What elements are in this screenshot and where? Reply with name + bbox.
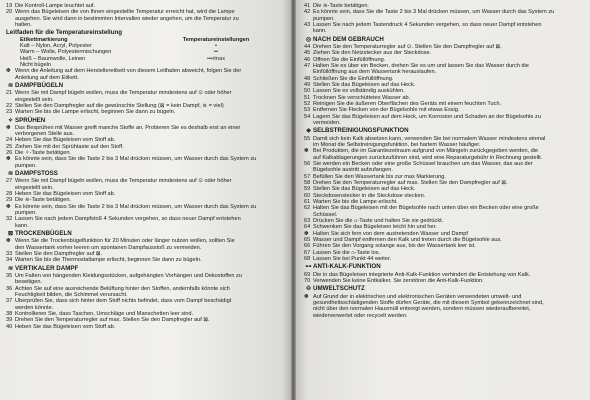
item-number: 22 [6,102,13,109]
line-text: Überprüfen Sie, dass sich hinter dem Stoff nichts befindet, dass vom Dampf beschädigt [15,298,232,305]
item-number: 70 [304,278,311,285]
line-text: Stellen Sie den Dampfregler auf die gewünschte Stellung (⊠ = kein Dampf, ≋ = viel) [15,102,224,109]
line-text: werden könnte. [15,304,54,311]
no-steam-icon: ⊠ [7,231,14,238]
item-number: 56 [304,160,311,167]
item-number: 66 [304,243,311,250]
line-text: Die ✧-Taste betätigen. [15,150,71,157]
item-number: 50 [304,88,311,95]
line-text: Es könnte sein, dass Sie die Taste 2 bis 3 Mal drücken müssen, um Wasser durch das System zu [15,156,257,163]
item-number: 48 [304,75,311,82]
temperature-guide-table [6,37,287,69]
line-text: Trocknen Sie verschüttetes Wasser ab. [313,94,411,101]
line-text: Lagern Sie das Bügeleisen auf dem Heck, um Korrosion und Schaden an der Bügelsohle zu [313,113,541,120]
line-text: im Monat die Selbstreinigungsfunktion, bei hartem Wasser häufiger. [313,141,481,148]
line-text: Warten Sie bis die Lampe erlischt. [313,199,398,206]
line-text: kann. [313,28,327,35]
item-number: 60 [304,192,311,199]
line-text: Wenn Sie mit Dampf bügeln wollen, muss die Temperatur mindestens auf ⊙ oder höher [15,178,232,185]
item-number: 58 [304,180,311,186]
temperature-guide-header: Etikettmarkierung Temperatureinstellungen [20,36,250,43]
line-text: Drücken Sie die ⌂-Taste und halten Sie sie gedrückt. [313,218,444,225]
line-text: Sie werden ein Becken oder eine große Schüssel brauchen um das Wasser, das aus der [313,160,533,167]
item-number: ✽ [6,203,11,210]
item-number: ✽ [6,238,11,245]
item-number: 23 [6,109,13,116]
line-text: Wenn Sie die Trockenbügelfunktion für 20 Minuten oder länger nutzen wollen, sollten Sie [15,238,235,245]
dampfbuegeln-lines [6,90,287,115]
item-number: 67 [304,249,311,256]
line-text: Es könnte sein, dass Sie die Taste 2 bis 3 Mal drücken müssen, um Wasser durch das System zu [313,9,555,16]
item-number: 44 [304,43,311,50]
vertikaler-dampf-lines [6,273,287,330]
text-line [304,9,586,15]
line-text: Auf Grund der in elektrischen und elektronischen Geräten verwendeten umwelt- und [313,293,522,300]
line-text: pumpen. [15,162,37,169]
item-number: 46 [304,56,311,63]
line-text: Halten Sie das Bügeleisen mit der Bügelsohle nach unten über ein Becken oder eine große [313,205,539,212]
text-line [6,204,287,210]
line-text: Öffnen Sie die Einfüllöffnung. [313,56,386,63]
item-number: 61 [304,199,311,206]
item-number: 26 [6,150,13,157]
temperature-guide-title: Leitfaden für die Temperatureinstellung [6,29,123,37]
line-text: Reinigen Sie die äußeren Oberflächen des Geräts mit einem feuchten Tuch. [313,101,502,108]
temperature-guide-rows [6,43,287,68]
line-text: Verwenden Sie keine Entkalker. Sie zerstören die Anti-Kalk-Funktion. [313,278,484,285]
recycle-icon: ♲ [305,286,312,293]
section-trockenbuegeln: ⊠ TROCKENBÜGELN [7,230,72,238]
line-text: beseitigen. [15,279,43,286]
item-number: 57 [304,173,311,180]
line-text: Lassen Sie nach jedem Dampfstoß 4 Sekunden vergehen, so dass neuer Dampf entstehen [15,216,241,223]
item-number: 33 [6,251,13,258]
line-text: vermeiden. [313,120,341,127]
setting-cell: • [215,42,217,49]
text-line [6,257,287,263]
line-text: gesundheitsschädigenden Stoffe dürfen Geräte, die mit diesem Symbol gekennzeichnet sind, [313,299,544,306]
line-text: Heben Sie das Bügeleisen vom Stoff ab. [15,191,116,198]
line-text: Wenn das Bügeleisen die von Ihnen eingestellte Temperatur erreicht hat, wird die Lampe [15,9,235,16]
text-line [304,120,586,126]
line-text: Ziehen Sie den Netzstecker aus der Steckdose. [313,50,432,57]
line-text: wiederverwertet oder recycelt werden. [313,312,408,319]
line-text: Entfernen Sie Flecken von der Bügelsohle mit etwas Essig. [313,107,460,114]
line-text: halten. [15,22,32,29]
item-number: 37 [6,298,13,305]
line-text: Ziehen Sie mit der Sprühtaste auf den Stoff. [15,143,124,150]
section-dampfbuegeln: ≋ DAMPFBÜGELN [7,81,64,89]
text-line [304,313,586,319]
line-text: pumpen. [15,210,37,217]
section-anti-kalk: ⊷ ANTI-KALK-FUNKTION [305,263,381,271]
line-text: Um Falten von hängenden Kleidungsstücken, aufgehängten Vorhängen und Dekostoffen zu [15,272,242,279]
line-text: Bei Produkten, die im Garantiezeitraum aufgrund von Mängeln zurückgegeben werden, die [313,148,539,155]
item-number: 25 [6,143,13,150]
section-umweltschutz: ♲ UMWELTSCHUTZ [305,285,365,293]
label-cell: Kalt – Nylon, Acryl, Polyester [20,42,92,49]
trockenbuegeln-lines [6,238,287,263]
line-text: Wenn Sie mit Dampf bügeln wollen, muss die Temperatur mindestens auf ⊙ oder höher [15,90,232,97]
line-text: Schließen Sie die Einfüllöffnung. [313,75,394,82]
item-number: 52 [304,101,311,108]
setting-cell: •••/max [207,55,225,62]
item-number: ✽ [6,124,11,131]
self-clean-icon: ◈ [306,128,311,135]
line-text: Warten Sie bis die Thermostatlampe erlischt, beginnen Sie dann zu bügeln. [15,257,202,264]
section-spruehen: ✧ SPRÜHEN [7,116,46,124]
text-line [6,75,287,81]
line-text: auf Kalkablagerungen zurückzuführen sind, wird eine Reparaturgebühr in Rechnung gestellt. [313,154,543,161]
item-number: 43 [304,22,311,29]
right-page [296,0,590,400]
item-number: ✽ [6,68,11,75]
line-text: Halten Sie es über ein Becken, drehen Sie es um und lassen Sie das Wasser durch die [313,62,529,69]
line-text: Achten Sie auf eine ausreichende Belüftung hinter den Stoffen, andernfalls könnte sich [15,285,230,292]
left-intro [6,3,287,28]
setting-cell: •• [214,49,218,56]
item-number: 21 [6,90,13,97]
spruehen-lines [6,125,287,169]
line-text: Schwenken Sie das Bügeleisen leicht hin und her. [313,224,437,231]
line-text: Wasser und Dampf entfernen den Kalk und treten durch die Bügelsohle aus. [313,237,502,244]
line-text: Einfüllöffnung aus dem Wassertank herauslaufen. [313,69,437,76]
text-line [6,163,287,169]
section-vertikaler-dampf: ≋ VERTIKALER DAMPF [7,264,79,272]
dampfstoss-lines [6,178,287,229]
item-number: 40 [6,323,13,330]
item-number: 45 [304,50,311,57]
line-text: Anleitung auf dem Etikett. [15,74,79,81]
item-number: 54 [304,113,311,120]
line-text: Es könnte sein, dass Sie die Taste 2 bis 3 Mal drücken müssen, um Wasser durch das System zu [15,203,257,210]
section-nach-dem-gebrauch: ◎ NACH DEM GEBRAUCH [305,35,384,43]
line-text: Die ≋-Taste betätigen. [15,197,71,204]
line-text: Feuchtigkeit bilden, die Schimmel verursacht. [15,291,128,298]
item-number: 42 [304,9,311,16]
text-line [304,256,586,262]
umweltschutz-lines [304,294,586,319]
item-number: 63 [304,218,311,225]
text-line [304,28,586,34]
line-text: Drehen Sie den Temperaturregler auf max. Stellen Sie den Dampfregler auf ⊠. [15,317,210,324]
vertical-steam-icon: ≋ [7,265,14,272]
anti-calc-icon: ⊷ [305,264,312,271]
item-number: 29 [6,197,13,204]
line-text: kann. [15,222,29,229]
line-text: Warten Sie bis die Lampe erlischt, beginnen Sie dann zu bügeln. [15,109,176,116]
line-text: Heben Sie das Bügeleisen vom Stoff ab. [15,137,116,144]
line-text: Die ≋-Taste betätigen. [313,3,369,9]
item-number: 35 [6,272,13,279]
line-text: Kontrollieren Sie, dass Taschen, Umschläge und Manschetten leer sind. [15,310,194,317]
line-text: Lassen Sie es vollständig auskühlen. [313,88,405,95]
line-text: Führen Sie den Vorgang solange aus, bis der Wassertank leer ist. [313,243,476,250]
section-dampfstoss: ≋ DAMPFSTOSS [7,170,58,178]
selbstreinigung-lines [304,136,586,263]
line-text: den Wassertank vorher leeren um spontanen Dampfausstoß zu vermeiden. [15,244,202,251]
line-text: Drehen Sie den Temperaturregler auf max. Stellen Sie den Dampfregler auf ⊠. [313,180,508,186]
item-number: ✽ [6,156,11,163]
line-text: Steckdosenstecker in die Steckdose stecken. [313,192,426,199]
label-cell: Heiß – Baumwolle, Leinen [20,55,86,62]
item-number: 36 [6,285,13,292]
item-number: 51 [304,94,311,101]
nach-dem-gebrauch-lines [304,44,586,126]
line-text: Stellen Sie das Bügeleisen auf das Heck. [313,81,416,88]
item-number: 47 [304,62,311,69]
item-number: ✽ [304,293,309,300]
item-number: 38 [6,310,13,317]
item-number: 41 [304,3,311,9]
item-number: 24 [6,137,13,144]
guide-note [6,68,287,81]
item-number: 32 [6,216,13,223]
line-text: Damit sich kein Kalk absetzen kann, verwenden Sie bei normalem Wasser mindestens einmal [313,135,546,142]
text-line [6,223,287,229]
left-page [0,0,291,400]
item-number: 69 [304,271,311,278]
item-number: 19 [6,3,13,9]
steam-burst-icon: ≋ [7,171,14,178]
item-number: 34 [6,257,13,264]
line-text: verborgenen Stelle aus. [15,131,75,138]
item-number: 49 [304,81,311,88]
line-text: Heben Sie das Bügeleisen vom Stoff ab. [15,323,116,330]
text-line [6,156,287,162]
label-cell: Nicht bügeln [20,61,52,68]
item-number: 28 [6,191,13,198]
text-line [304,278,586,284]
line-text: Die in das Bügeleisen integrierte Anti-Kalk-Funktion verhindert die Entstehung von Kalk. [313,271,531,278]
item-number: 53 [304,107,311,114]
item-number: ✽ [304,148,309,155]
item-number: ✽ [304,230,309,237]
right-intro [304,3,586,35]
text-line [6,109,287,115]
item-number: 20 [6,9,13,16]
item-number: 39 [6,317,13,324]
item-number: 27 [6,178,13,185]
item-number: 68 [304,256,311,263]
text-line [6,324,287,330]
line-text: Befüllen Sie den Wassertank bis zur max Markierung. [313,173,446,180]
spray-icon: ✧ [7,117,14,124]
line-text: nicht über den normalen Hausmüll entsorgt werden, sondern müssen wiederaufbereitet, [313,306,531,313]
item-number: 62 [304,205,311,212]
section-selbstreinigung: ◈ SELBSTREINIGUNGSFUNKTION [304,127,586,135]
line-text: Lassen Sie nach jedem Tastendruck 4 Sekunden vergehen, so dass neuer Dampf entstehen [313,22,542,29]
line-text: Das Besprühen mit Wasser greift manche Stoffe an. Probieren Sie es deshalb erst an einer [15,124,241,131]
text-line [6,22,287,28]
line-text: ausgehen. Sie wird dann in bestimmten Intervallen wieder angehen, um die Temperatur zu [15,15,239,22]
steam-icon: ≋ [7,82,14,89]
line-text: Wenn die Anleitung auf dem Herstelleretikett von diesem Leitfaden abweicht, folgen Sie der [15,68,242,75]
line-text: eingestellt sein. [15,184,54,191]
line-text: Stellen Sie den Dampfregler auf ⊠. [15,251,103,258]
line-text: Halten Sie sich fern von dem austretenden Wasser und Dampf [313,230,468,237]
line-text: Die Kontroll-Lampe leuchtet auf. [15,3,95,9]
after-use-icon: ◎ [305,36,312,43]
item-number: 59 [304,186,311,193]
line-text: Drehen Sie den Temperaturregler auf ⊙. Stellen Sie den Dampfregler auf ⊠. [313,43,502,50]
line-text: Lassen Sie die ⌂-Taste los. [313,249,381,256]
line-text: Schüssel. [313,211,338,218]
item-number: 55 [304,135,311,142]
line-text: eingestellt sein. [15,96,54,103]
item-number: 64 [304,224,311,231]
line-text: Bügelsohle austritt aufzufangen. [313,167,393,174]
item-number: 65 [304,237,311,244]
line-text: Stellen Sie das Bügeleisen auf das Heck. [313,186,416,193]
anti-kalk-lines [304,272,586,285]
label-cell: Warm – Wolle, Polyestermischungen [20,49,112,56]
line-text: Lassen Sie bei Punkt 44 weiter. [313,256,392,263]
line-text: pumpen. [313,15,335,22]
